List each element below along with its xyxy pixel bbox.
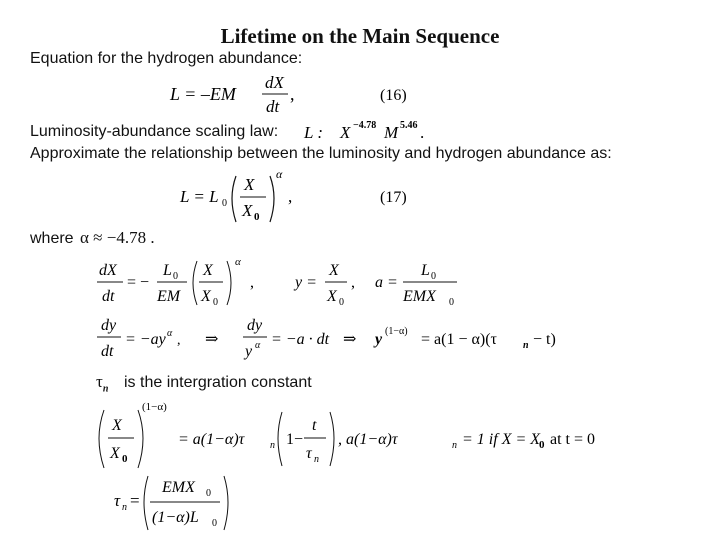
svg-text:n: n	[452, 440, 457, 451]
svg-text:0: 0	[122, 453, 128, 465]
sol-cond3: at t = 0	[550, 431, 596, 448]
svg-text:α: α	[255, 340, 261, 351]
approx-intro: Approximate the relationship between the luminosity and hydrogen abundance as:	[30, 145, 612, 162]
sys-neg: = −	[127, 274, 150, 291]
svg-text:X: X	[112, 417, 122, 434]
svg-text:0: 0	[173, 271, 178, 282]
tau-final-equation	[110, 470, 330, 535]
eq17-lhs: L = L	[180, 187, 219, 206]
svg-text:n: n	[122, 502, 127, 513]
ode-rhs1: = −ay	[125, 331, 166, 348]
svg-text:0: 0	[539, 439, 545, 451]
svg-text:0: 0	[449, 297, 454, 308]
svg-text:0: 0	[213, 297, 218, 308]
solution-equation	[90, 398, 610, 473]
svg-text:α: α	[167, 328, 173, 339]
ode-dy: dy	[101, 317, 117, 334]
eq16-den: dt	[266, 97, 280, 116]
sys-a-def: a =	[375, 274, 398, 291]
ode-dt: dt	[101, 343, 114, 360]
svg-text:0: 0	[212, 518, 217, 529]
where-label: where	[30, 230, 74, 247]
svg-text:,: ,	[177, 333, 181, 348]
ode-arrow2: ⇒	[343, 331, 357, 348]
sys-rparen	[227, 261, 231, 305]
svg-text:n: n	[314, 454, 319, 465]
scaling-m-exp: 5.46	[400, 120, 418, 131]
sys-X-den: X	[201, 288, 211, 305]
ode-sol-y: y	[375, 331, 383, 348]
sys-dt: dt	[102, 288, 115, 305]
scaling-lhs: L :	[304, 123, 324, 142]
eq17-sub: 0	[222, 198, 227, 209]
equation-16	[160, 70, 460, 120]
tau-symbol: $\tau_n$	[96, 372, 109, 395]
eq16-number: (16)	[380, 87, 407, 104]
eq17-left-paren	[232, 176, 236, 222]
eq17-den: X	[242, 201, 253, 220]
scaling-law-label: Luminosity-abundance scaling law:	[30, 123, 279, 140]
scaling-m: M	[384, 123, 399, 142]
svg-text:τ: τ	[306, 445, 312, 462]
scaling-x-exp: −4.78	[353, 120, 377, 131]
svg-text:X: X	[110, 445, 120, 462]
ode-rhs2: = −a · dt	[271, 331, 330, 348]
scaling-law-eq	[300, 116, 460, 146]
ode-sol-rhs: = a(1 − α)(τ	[421, 331, 497, 348]
ode-y-alpha: y	[245, 343, 253, 360]
eq16-num: dX	[265, 73, 284, 92]
sys-L0-den: EM	[157, 288, 181, 305]
svg-text:0: 0	[339, 297, 344, 308]
sys-lparen	[193, 261, 197, 305]
ode-sol-tail: − t)	[533, 331, 556, 348]
system-equations	[95, 255, 475, 310]
sol-mid: = a(1−α)τ	[178, 431, 245, 448]
sys-dX: dX	[99, 262, 117, 279]
scaling-x: X	[340, 123, 351, 142]
tau-final-lhs: τ	[114, 491, 121, 510]
eq17-exp: α	[276, 168, 283, 181]
svg-text:,: ,	[351, 274, 355, 291]
svg-text:X: X	[329, 262, 339, 279]
eq17-right-paren	[270, 176, 274, 222]
svg-text:0: 0	[206, 488, 211, 499]
sys-X-num: X	[203, 262, 213, 279]
eq16-tail: ,	[290, 84, 295, 104]
svg-text:dy: dy	[247, 317, 263, 334]
svg-text:L: L	[421, 262, 430, 279]
eq17-number: (17)	[380, 189, 407, 206]
tau-const-text: is the intergration constant	[124, 374, 312, 391]
scaling-tail: .	[420, 123, 425, 142]
svg-text:n: n	[523, 340, 529, 351]
tau-final-num: EMX	[162, 479, 195, 496]
sys-a-den: EMX	[403, 288, 436, 305]
ode-arrow: ⇒	[205, 331, 219, 348]
svg-text:0: 0	[431, 271, 436, 282]
svg-text:=: =	[130, 491, 140, 510]
sol-cond: , a(1−α)τ	[338, 431, 398, 448]
sol-exp: (1−α)	[142, 401, 167, 413]
svg-text:α: α	[235, 256, 241, 268]
page-title: Lifetime on the Main Sequence	[220, 24, 500, 48]
sys-y-def: y =	[295, 274, 317, 291]
ode-sol-exp: (1−α)	[385, 326, 408, 337]
svg-text:n: n	[270, 440, 275, 451]
eq17-num: X	[244, 175, 255, 194]
sys-L0-num: L	[163, 262, 172, 279]
eq16-lhs: L = –EM	[170, 84, 236, 104]
sol-t: t	[312, 417, 317, 434]
sol-one: 1−	[286, 431, 304, 448]
hydrogen-eq-intro: Equation for the hydrogen abundance:	[30, 50, 303, 67]
sol-cond2: = 1 if X = X	[462, 431, 541, 448]
equation-17	[170, 168, 450, 228]
tau-final-den: (1−α)L	[152, 509, 199, 526]
sys-comma: ,	[250, 274, 254, 291]
alpha-value: α ≈ −4.78 .	[80, 228, 155, 247]
ode-equations	[95, 312, 565, 367]
eq17-den-sub: 0	[254, 211, 260, 223]
svg-text:X: X	[327, 288, 337, 305]
eq17-tail: ,	[288, 187, 293, 206]
